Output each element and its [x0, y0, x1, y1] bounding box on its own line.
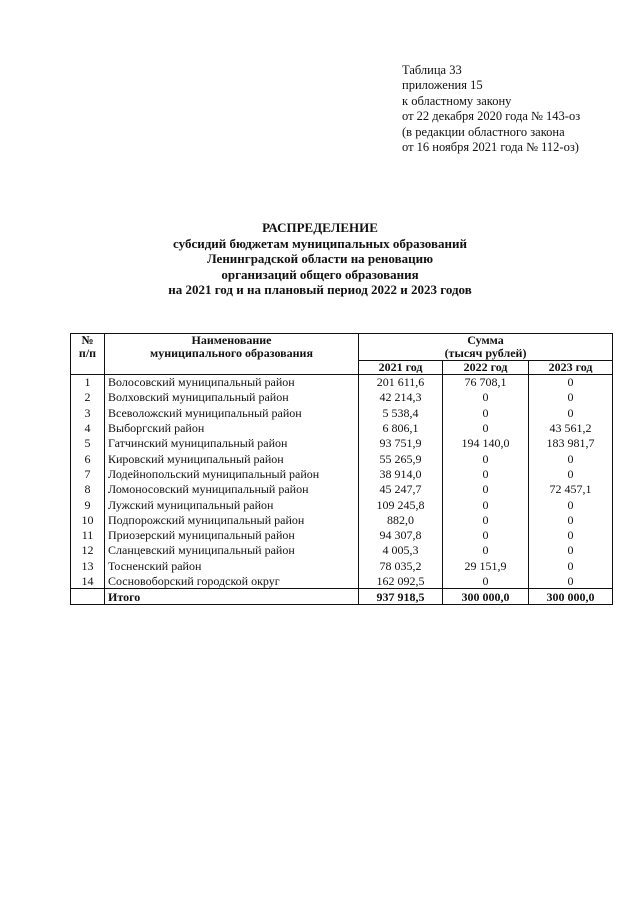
table-row — [71, 375, 613, 390]
table-row — [71, 420, 613, 435]
total-label: Итого — [105, 589, 359, 605]
table-row — [71, 436, 613, 451]
row-value-2023: 72 457,1 — [529, 482, 613, 497]
row-municipality: Приозерский муниципальный район — [105, 527, 359, 542]
row-value-2021: 5 538,4 — [359, 405, 443, 420]
total-2022: 300 000,0 — [443, 589, 529, 605]
row-number: 8 — [71, 482, 105, 497]
table-row — [71, 482, 613, 497]
row-value-2023: 0 — [529, 527, 613, 542]
table-body — [71, 375, 613, 589]
title-line: субсидий бюджетам муниципальных образований — [173, 235, 467, 251]
appendix-line: приложения 15 — [402, 78, 483, 93]
row-value-2023: 0 — [529, 405, 613, 420]
col-header-name: Наименование муниципального образования — [105, 334, 359, 375]
table-row — [71, 451, 613, 466]
row-value-2022: 0 — [443, 390, 529, 405]
row-value-2022: 0 — [443, 451, 529, 466]
row-value-2021: 162 092,5 — [359, 573, 443, 588]
row-number: 6 — [71, 451, 105, 466]
row-municipality: Выборгский район — [105, 420, 359, 435]
row-municipality: Волосовский муниципальный район — [105, 375, 359, 390]
row-value-2021: 4 005,3 — [359, 543, 443, 558]
row-municipality: Лодейнопольский муниципальный район — [105, 466, 359, 481]
appendix-line: к областному закону — [402, 93, 512, 108]
row-value-2022: 0 — [443, 543, 529, 558]
table-row — [71, 466, 613, 481]
total-2023: 300 000,0 — [529, 589, 613, 605]
row-value-2021: 45 247,7 — [359, 482, 443, 497]
row-value-2022: 0 — [443, 573, 529, 588]
row-value-2021: 201 611,6 — [359, 375, 443, 390]
row-value-2022: 0 — [443, 405, 529, 420]
row-value-2021: 42 214,3 — [359, 390, 443, 405]
row-value-2022: 0 — [443, 527, 529, 542]
row-value-2023: 0 — [529, 512, 613, 527]
row-value-2023: 0 — [529, 497, 613, 512]
table-row — [71, 390, 613, 405]
row-number: 11 — [71, 527, 105, 542]
row-number: 2 — [71, 390, 105, 405]
row-number: 1 — [71, 375, 105, 390]
row-municipality: Сланцевский муниципальный район — [105, 543, 359, 558]
appendix-reference — [402, 63, 580, 155]
appendix-line: (в редакции областного закона — [402, 124, 565, 139]
appendix-line: от 22 декабря 2020 года № 143-оз — [402, 109, 581, 124]
row-municipality: Гатчинский муниципальный район — [105, 436, 359, 451]
row-value-2023: 43 561,2 — [529, 420, 613, 435]
row-municipality: Тосненский район — [105, 558, 359, 573]
row-number: 12 — [71, 543, 105, 558]
row-value-2021: 93 751,9 — [359, 436, 443, 451]
row-value-2023: 0 — [529, 390, 613, 405]
table-row — [71, 527, 613, 542]
col-header-year: 2023 год — [529, 361, 613, 375]
total-2021: 937 918,5 — [359, 589, 443, 605]
total-row — [71, 589, 613, 605]
row-value-2023: 0 — [529, 375, 613, 390]
row-value-2022: 194 140,0 — [443, 436, 529, 451]
row-value-2022: 0 — [443, 497, 529, 512]
table-row — [71, 497, 613, 512]
row-municipality: Всеволожский муниципальный район — [105, 405, 359, 420]
row-value-2023: 0 — [529, 558, 613, 573]
col-header-number: № п/п — [71, 334, 105, 375]
row-number: 14 — [71, 573, 105, 588]
appendix-line: Таблица 33 — [402, 63, 462, 77]
table-row — [71, 512, 613, 527]
row-number: 7 — [71, 466, 105, 481]
row-value-2023: 0 — [529, 573, 613, 588]
row-value-2022: 29 151,9 — [443, 558, 529, 573]
row-municipality: Кировский муниципальный район — [105, 451, 359, 466]
table-row — [71, 543, 613, 558]
row-number: 3 — [71, 405, 105, 420]
row-value-2022: 0 — [443, 512, 529, 527]
row-number: 13 — [71, 558, 105, 573]
appendix-line: от 16 ноября 2021 года № 112-оз) — [402, 140, 579, 155]
col-header-year: 2021 год — [359, 361, 443, 375]
row-value-2023: 0 — [529, 466, 613, 481]
table-row — [71, 573, 613, 588]
table-row — [71, 405, 613, 420]
document-title — [0, 220, 640, 298]
subsidy-table — [70, 333, 613, 605]
col-header-sum: Сумма (тысяч рублей) — [359, 334, 613, 361]
title-line: организаций общего образования — [221, 266, 419, 282]
row-municipality: Волховский муниципальный район — [105, 390, 359, 405]
row-value-2023: 0 — [529, 451, 613, 466]
row-municipality: Ломоносовский муниципальный район — [105, 482, 359, 497]
row-value-2021: 94 307,8 — [359, 527, 443, 542]
row-number: 4 — [71, 420, 105, 435]
row-number: 10 — [71, 512, 105, 527]
row-municipality: Сосновоборский городской округ — [105, 573, 359, 588]
row-value-2021: 109 245,8 — [359, 497, 443, 512]
row-value-2021: 78 035,2 — [359, 558, 443, 573]
col-header-year: 2022 год — [443, 361, 529, 375]
row-value-2022: 0 — [443, 420, 529, 435]
row-value-2021: 38 914,0 — [359, 466, 443, 481]
row-number: 5 — [71, 436, 105, 451]
table-row — [71, 558, 613, 573]
title-line: на 2021 год и на плановый период 2022 и 2023 годов — [168, 282, 472, 298]
row-value-2023: 0 — [529, 543, 613, 558]
title-line: РАСПРЕДЕЛЕНИЕ — [262, 220, 378, 235]
row-value-2023: 183 981,7 — [529, 436, 613, 451]
row-value-2021: 882,0 — [359, 512, 443, 527]
row-municipality: Лужский муниципальный район — [105, 497, 359, 512]
row-number: 9 — [71, 497, 105, 512]
row-municipality: Подпорожский муниципальный район — [105, 512, 359, 527]
row-value-2021: 55 265,9 — [359, 451, 443, 466]
title-line: Ленинградской области на реновацию — [206, 251, 434, 267]
row-value-2022: 0 — [443, 482, 529, 497]
row-value-2022: 76 708,1 — [443, 375, 529, 390]
row-value-2022: 0 — [443, 466, 529, 481]
row-value-2021: 6 806,1 — [359, 420, 443, 435]
